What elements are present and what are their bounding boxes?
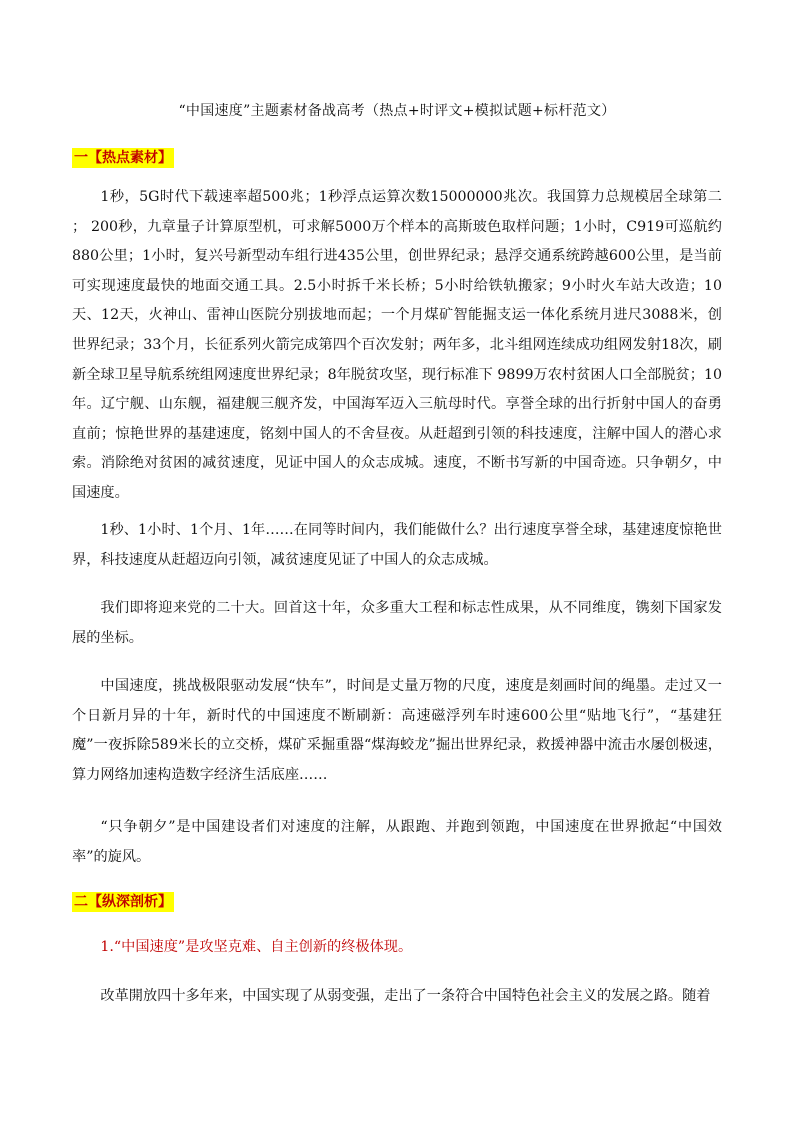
paragraph-china-speed: 中国速度，挑战极限驱动发展“快车”，时间是丈量万物的尺度，速度是刻画时间的绳墨。走过又一个日新月异的十年，新时代的中国速度不断刷新：高速磁浮列车时速600公里“贴地飞行”，“基建狂魔”一夜拆除589米长的立交桥，煤矿采掘重器“煤海蛟龙”掘出世界纪录，救援神器中流击水屡创极速，算力网络加速构造数字经济生活底座…… [72, 678, 722, 783]
hot-material-heading: 一【热点素材】 [74, 150, 172, 166]
paragraph-seize-the-day: “只争朝夕”是中国建设者们对速度的注解，从跟跑、并跑到领跑，中国速度在世界掀起“中国效率”的旋风。 [72, 819, 722, 865]
paragraph-reform-opening: 改革開放四十多年来，中国实现了从弱变强，走出了一条符合中国特色社会主义的发展之路。随着 [100, 988, 711, 1004]
analysis-heading: 二【纵深剖析】 [74, 894, 172, 910]
paragraph-hot-material: 1秒，5G时代下载速率超500兆；1秒浮点运算次数15000000兆次。我国算力总规模居全球第二 ； 200秒，九章量子计算原型机，可求解5000万个样本的高斯玻色取样问题；1小时，C919可巡航约880公里；1小时，复兴号新型动车组行进435公里，创世界纪录；悬浮交通系统跨越600公里，是当前可实现速度最快的地面交通工具。2.5小时拆千米长桥；5小时给铁轨搬家；9小时火车站大改造；10天、12天，火神山、雷神山医院分别拔地而起；一个月煤矿智能掘支运一体化系统月进尺3088米，创世界纪录；33个月，长征系列火箭完成第四个百次发射；两年多，北斗组网连续成功组网发射18次，刷新全球卫星导航系统组网速度世界纪录；8年脱贫攻坚，现行标准下 9899万农村贫困人口全部脱贫；10年。辽宁舰、山东舰，福建舰三舰齐发，中国海军迈入三航母时代。享誉全球的出行折射中国人的奋勇直前；惊艳世界的基建速度，铭刻中国人的不舍昼夜。从赶超到引领的科技速度，注解中国人的潜心求索。消除绝对贫困的减贫速度，见证中国人的众志成城。速度，不断书写新的中国奇迹。只争朝夕，中国速度。 [72, 189, 722, 501]
analysis-point-1: 1.“中国速度”是攻坚克难、自主创新的终极体现。 [100, 939, 413, 955]
paragraph-twentieth-congress: 我们即将迎来党的二十大。回首这十年，众多重大工程和标志性成果，从不同维度，镌刻下国家发展的坐标。 [72, 600, 722, 646]
paragraph-time-question: 1秒、1小时、1个月、1年……在同等时间内，我们能做什么？出行速度享誉全球，基建速度惊艳世界，科技速度从赶超迈向引领，减贫速度见证了中国人的众志成城。 [72, 522, 722, 568]
page-title: “中国速度”主题素材备战高考（热点+时评文+模拟试题+标杆范文） [178, 103, 616, 119]
